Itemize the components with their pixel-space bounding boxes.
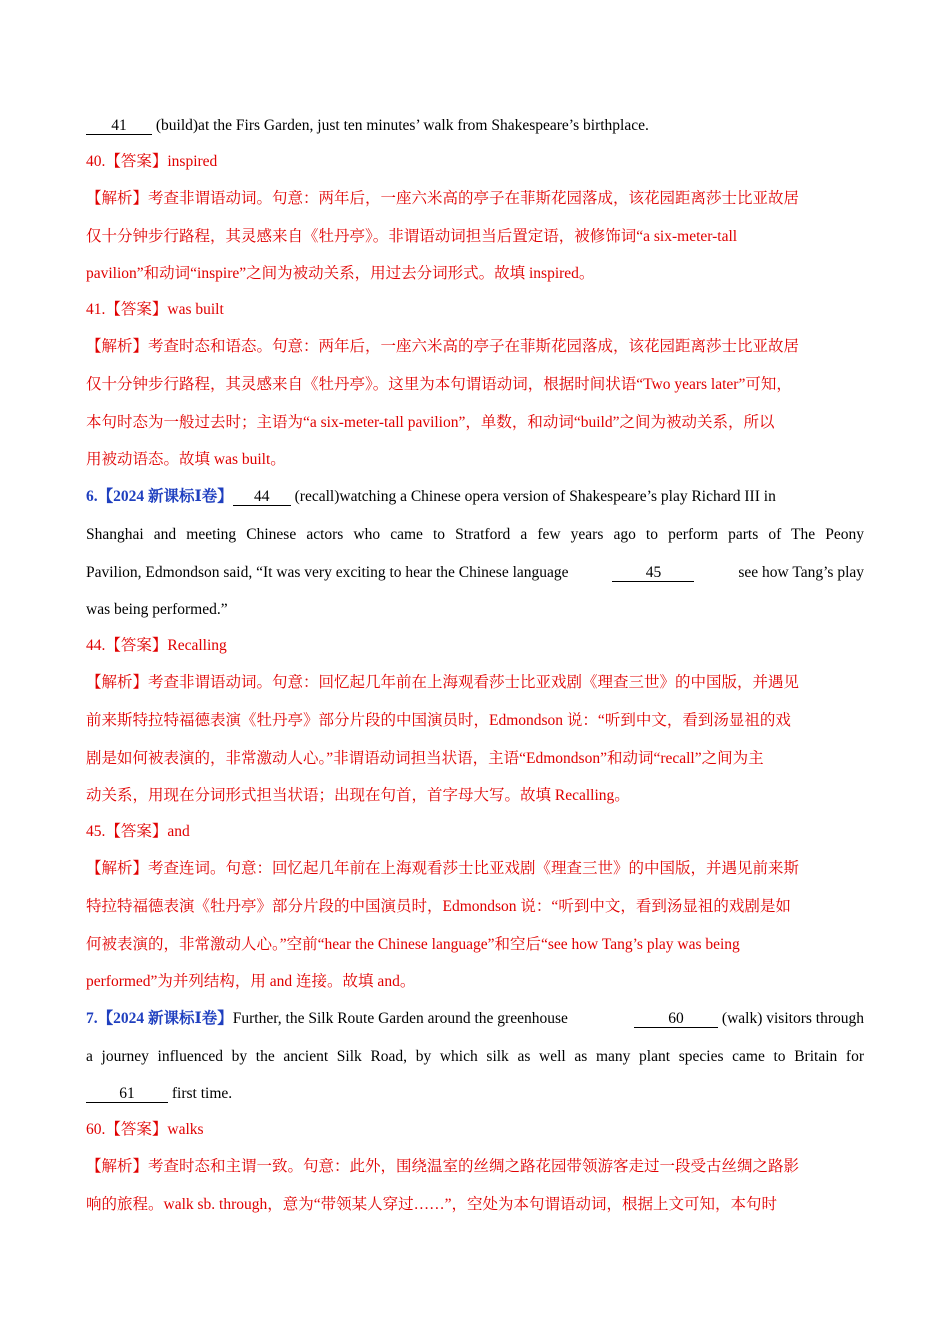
explanation-41-line: 【解析】考查时态和语态。句意：两年后，一座六米高的亭子在菲斯花园落成，该花园距离莎士比亚故居 — [86, 338, 800, 355]
text-run: first time. — [168, 1085, 233, 1102]
answer-blank-60: 60 — [634, 1011, 718, 1028]
answer-60: 60.【答案】walks — [86, 1121, 204, 1138]
text-run: Pavilion, Edmondson said, “It was very exciting to hear the Chinese language — [86, 564, 569, 581]
text-run: (build)at the Firs Garden, just ten minutes’ walk from Shakespeare’s birthplace. — [152, 117, 649, 134]
answer-40: 40.【答案】inspired — [86, 153, 218, 170]
explanation-45-line: performed”为并列结构，用 and 连接。故填 and。 — [86, 973, 416, 990]
answer-blank-41: 41 — [86, 118, 152, 135]
text-line — [86, 108, 864, 144]
text-run: Further, the Silk Route Garden around the greenhouse — [232, 1010, 568, 1027]
question-7-line — [86, 1000, 864, 1038]
explanation-44-line: 动关系，用现在分词形式担当状语；出现在句首，首字母大写。故填 Recalling。 — [86, 787, 630, 804]
explanation-44-line: 【解析】考查非谓语动词。句意：回忆起几年前在上海观看莎士比亚戏剧《理查三世》的中国版，并遇见 — [86, 674, 800, 691]
answer-45: 45.【答案】and — [86, 823, 190, 840]
explanation-45-line: 特拉特福德表演《牡丹亭》部分片段的中国演员时，Edmondson 说：“听到中文，看到汤显祖的戏剧是如 — [86, 898, 791, 915]
explanation-40-line: pavilion”和动词“inspire”之间为被动关系，用过去分词形式。故填 inspired。 — [86, 265, 595, 282]
question-6-line: Shanghai and meeting Chinese actors who came to Stratford a few years ago to perform parts of The Peony — [86, 526, 864, 543]
question-7-line: a journey influenced by the ancient Silk Road, by which silk as well as many plant species came to Britain for — [86, 1048, 864, 1065]
explanation-41-line: 用被动语态。故填 was built。 — [86, 451, 286, 468]
question-6-line: was being performed.” — [86, 601, 228, 618]
explanation-41-line: 仅十分钟步行路程，其灵感来自《牡丹亭》。这里为本句谓语动词，根据时间状语“Two years later”可知， — [86, 376, 792, 393]
document-page — [86, 108, 864, 1224]
explanation-40-line: 仅十分钟步行路程，其灵感来自《牡丹亭》。非谓语动词担当后置定语，被修饰词“a six-meter-tall — [86, 228, 738, 245]
answer-blank-45: 45 — [612, 565, 694, 582]
explanation-41-line: 本句时态为一般过去时；主语为“a six-meter-tall pavilion”，单数，和动词“build”之间为被动关系，所以 — [86, 414, 775, 431]
explanation-45-line: 何被表演的，非常激动人心。”空前“hear the Chinese language”和空后“see how Tang’s play was being — [86, 936, 740, 953]
question-7-line — [86, 1076, 864, 1112]
answer-blank-44: 44 — [233, 489, 291, 506]
question-6-line — [86, 554, 864, 592]
explanation-44-line: 前来斯特拉特福德表演《牡丹亭》部分片段的中国演员时，Edmondson 说：“听到中文，看到汤显祖的戏 — [86, 712, 791, 729]
answer-41: 41.【答案】was built — [86, 301, 224, 318]
explanation-44-line: 剧是如何被表演的，非常激动人心。”非谓语动词担当状语，主语“Edmondson”和动词“recall”之间为主 — [86, 750, 764, 767]
text-run: (walk) visitors through — [718, 1010, 864, 1027]
question-7-tag: 7.【2024 新课标Ⅰ卷】 — [86, 1010, 233, 1027]
question-6-tag: 6.【2024 新课标Ⅰ卷】 — [86, 488, 233, 505]
explanation-45-line: 【解析】考查连词。句意：回忆起几年前在上海观看莎士比亚戏剧《理查三世》的中国版，并遇见前来斯 — [86, 860, 800, 877]
answer-blank-61: 61 — [86, 1086, 168, 1103]
explanation-60-line: 【解析】考查时态和主谓一致。句意：此外，围绕温室的丝绸之路花园带领游客走过一段受古丝绸之路影 — [86, 1158, 800, 1175]
text-run: (recall)watching a Chinese opera version of Shakespeare’s play Richard III in — [290, 488, 776, 505]
answer-44: 44.【答案】Recalling — [86, 637, 227, 654]
question-6-line — [86, 478, 864, 516]
explanation-40-line: 【解析】考查非谓语动词。句意：两年后，一座六米高的亭子在菲斯花园落成，该花园距离莎士比亚故居 — [86, 190, 800, 207]
text-run: see how Tang’s play — [738, 564, 864, 581]
explanation-60-line: 响的旅程。walk sb. through，意为“带领某人穿过……”，空处为本句谓语动词，根据上文可知，本句时 — [86, 1196, 778, 1213]
